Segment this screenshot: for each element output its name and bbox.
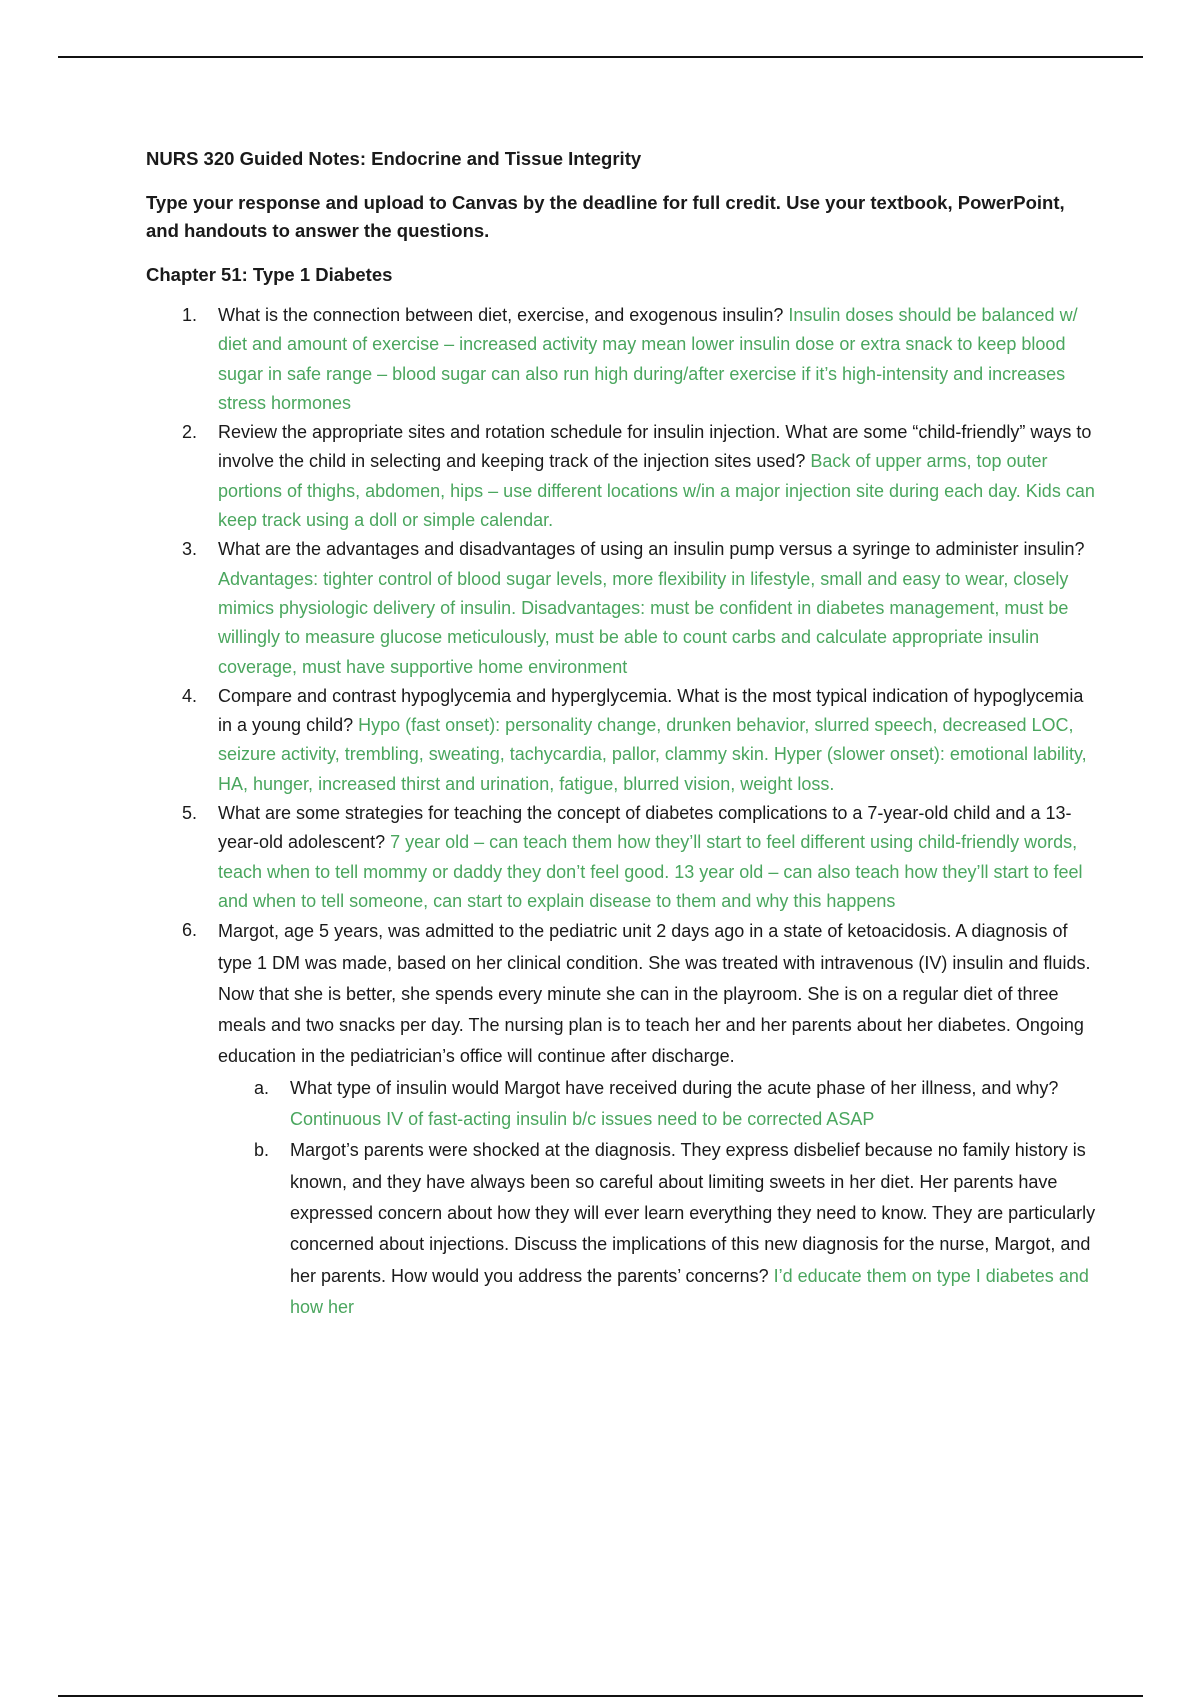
answer-text: I’d educate them on type I diabetes and how her <box>290 1265 1089 1317</box>
bottom-rule <box>58 1695 1143 1697</box>
document-body <box>146 145 1096 1323</box>
sub-question-text: Margot’s parents were shocked at the diagnosis. They express disbelief because no family history is known, and they have always been so careful about limiting sweets in her diet. Her parents have expressed concern about how they will ever learn everything they need to know. They are particularly concerned about injections. Discuss the implications of this new diagnosis for the nurse, Margot, and her parents. How would you address the parents’ concerns? <box>290 1140 1096 1286</box>
question-item <box>146 301 1096 418</box>
case-study-text: Margot, age 5 years, was admitted to the pediatric unit 2 days ago in a state of ketoacidosis. A diagnosis of type 1 DM was made, based on her clinical condition. She was treated with intravenous (IV) insulin and fluids. Now that she is better, she spends every minute she can in the playroom. She is on a regular diet of three meals and two snacks per day. The nursing plan is to teach her and her parents about her diabetes. Ongoing education in the pediatrician’s office will continue after discharge. <box>218 921 1091 1067</box>
sub-question-letter: b. <box>254 1140 270 1161</box>
answer-text: Advantages: tighter control of blood sugar levels, more flexibility in lifestyle, small and easy to wear, closely mimics physiologic delivery of insulin. Disadvantages: must be confident in diabetes management, must be willingly to measure glucose meticulously, must be able to count carbs and calculate appropriate insulin coverage, must have supportive home environment <box>218 568 1069 677</box>
question-text: What is the connection between diet, exercise, and exogenous insulin? <box>218 305 784 325</box>
question-item <box>146 682 1096 799</box>
question-item <box>146 535 1096 681</box>
top-rule <box>58 56 1143 58</box>
case-study-item <box>146 916 1096 1323</box>
question-text: Compare and contrast hypoglycemia and hyperglycemia. What is the most typical indication of hypoglycemia in a young child? <box>218 685 1084 736</box>
document-title: NURS 320 Guided Notes: Endocrine and Tissue Integrity <box>146 148 642 169</box>
question-number: 5. <box>182 803 198 824</box>
question-number: 2. <box>182 422 198 443</box>
question-number: 1. <box>182 305 198 325</box>
question-item <box>146 799 1096 916</box>
sub-question-letter: a. <box>254 1077 270 1098</box>
question-text: What are the advantages and disadvantages of using an insulin pump versus a syringe to administer insulin? <box>218 539 1085 560</box>
answer-text: 7 year old – can teach them how they’ll start to feel different using child-friendly words, teach when to tell mommy or daddy they don’t feel good. 13 year old – can also teach how they’ll start to feel and when to tell someone, can start to explain disease to them and why this happens <box>218 832 1083 911</box>
question-text: What are some strategies for teaching the concept of diabetes complications to a 7-year-old child and a 13-year-old adolescent? <box>218 803 1072 853</box>
question-item <box>146 418 1096 535</box>
sub-question-text: What type of insulin would Margot have received during the acute phase of her illness, and why? <box>290 1077 1059 1098</box>
question-list <box>146 301 1096 1323</box>
sub-question-item <box>218 1135 1096 1323</box>
sub-question-item <box>218 1073 1096 1136</box>
answer-text: Back of upper arms, top outer portions of thighs, abdomen, hips – use different locations w/in a major injection site during each day. Kids can keep track using a doll or simple calendar. <box>218 451 1095 531</box>
question-number: 4. <box>182 685 198 706</box>
sub-question-list <box>218 1073 1096 1323</box>
answer-text: Continuous IV of fast-acting insulin b/c issues need to be corrected ASAP <box>290 1109 875 1130</box>
instructions: Type your response and upload to Canvas by the deadline for full credit. Use your textbook, PowerPoint, and handouts to answer the questions. <box>146 192 1065 241</box>
answer-text: Hypo (fast onset): personality change, drunken behavior, slurred speech, decreased LOC, seizure activity, trembling, sweating, tachycardia, pallor, clammy skin. Hyper (slower onset): emotional lability, HA, hunger, increased thirst and urination, fatigue, blurred vision, weight loss. <box>218 715 1087 794</box>
question-number: 3. <box>182 539 198 560</box>
chapter-heading: Chapter 51: Type 1 Diabetes <box>146 264 393 285</box>
answer-text: Insulin doses should be balanced w/ diet and amount of exercise – increased activity may mean lower insulin dose or extra snack to keep blood sugar in safe range – blood sugar can also run high during/after exercise if it’s high-intensity and increases stress hormones <box>218 305 1078 413</box>
question-text: Review the appropriate sites and rotation schedule for insulin injection. What are some “child-friendly” ways to involve the child in selecting and keeping track of the injection sites used? <box>218 422 1092 472</box>
question-number: 6. <box>182 920 198 941</box>
